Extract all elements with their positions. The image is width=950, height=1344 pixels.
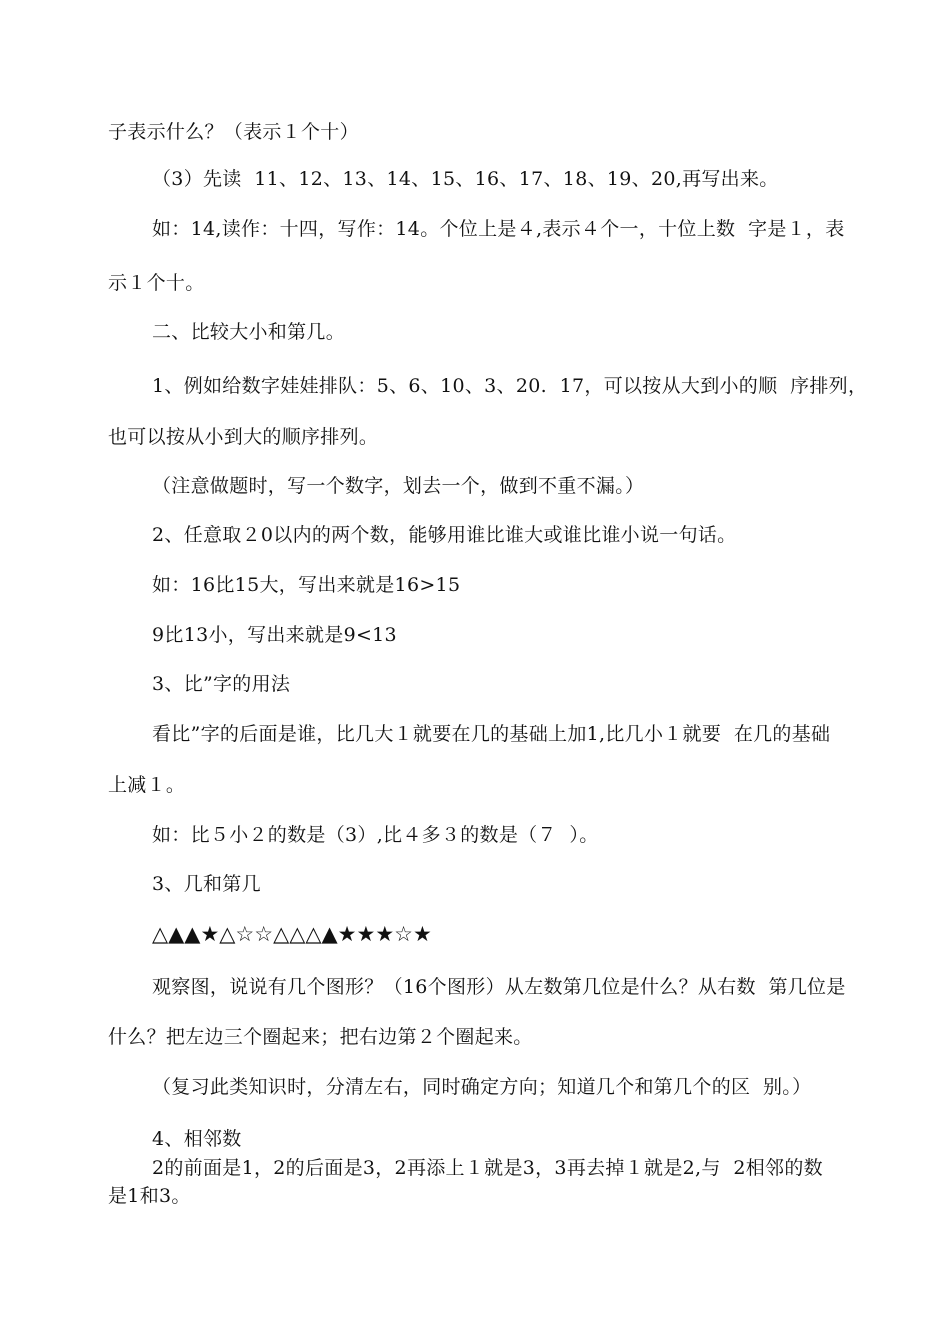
section-heading: 二、比较大小和第几。 — [152, 321, 346, 343]
text-line: 上减１。 — [108, 774, 186, 796]
text-line: 看比”字的后面是谁，比几大１就要在几的基础上加1,比几小１就要 在几的基础 — [152, 723, 831, 745]
text-line: 4、相邻数 — [152, 1128, 242, 1150]
text-line: 是1和3。 — [108, 1185, 191, 1207]
text-line: 2、任意取２0以内的两个数，能够用谁比谁大或谁比谁小说一句话。 — [152, 524, 737, 546]
text-line: 9比13小，写出来就是9<13 — [152, 624, 397, 646]
text-line: （3）先读 11、12、13、14、15、16、17、18、19、20,再写出来。 — [152, 168, 779, 190]
text-line: 什么？把左边三个圈起来；把右边第２个圈起来。 — [108, 1026, 533, 1048]
text-line: （复习此类知识时，分清左右，同时确定方向；知道几个和第几个的区 别。） — [152, 1076, 812, 1098]
text-line: 如：比５小２的数是（3）,比４多３的数是（７ ）。 — [152, 824, 599, 846]
text-line: 也可以按从小到大的顺序排列。 — [108, 426, 379, 448]
text-line: 1、例如给数字娃娃排队：5、6、10、3、20. 17，可以按从大到小的顺 序排列， — [152, 375, 868, 397]
text-line: 如：14,读作：十四，写作：14。个位上是４,表示４个一，十位上数 字是１，表 — [152, 218, 845, 240]
text-line: （注意做题时，写一个数字，划去一个，做到不重不漏。） — [152, 475, 645, 497]
text-line: 2的前面是1，2的后面是3，2再添上１就是3，3再去掉１就是2,与 2相邻的数 — [152, 1157, 823, 1179]
text-line: 示１个十。 — [108, 272, 205, 294]
text-line: 3、比”字的用法 — [152, 673, 291, 695]
text-line: 子表示什么？（表示１个十） — [108, 121, 359, 143]
shape-sequence: △▲▲★△☆☆△△△▲★★★☆★ — [152, 922, 432, 946]
text-line: 如：16比15大，写出来就是16>15 — [152, 574, 461, 596]
text-line: 3、几和第几 — [152, 873, 261, 895]
text-line: 观察图，说说有几个图形？（16个图形）从左数第几位是什么？从右数 第几位是 — [152, 976, 846, 998]
